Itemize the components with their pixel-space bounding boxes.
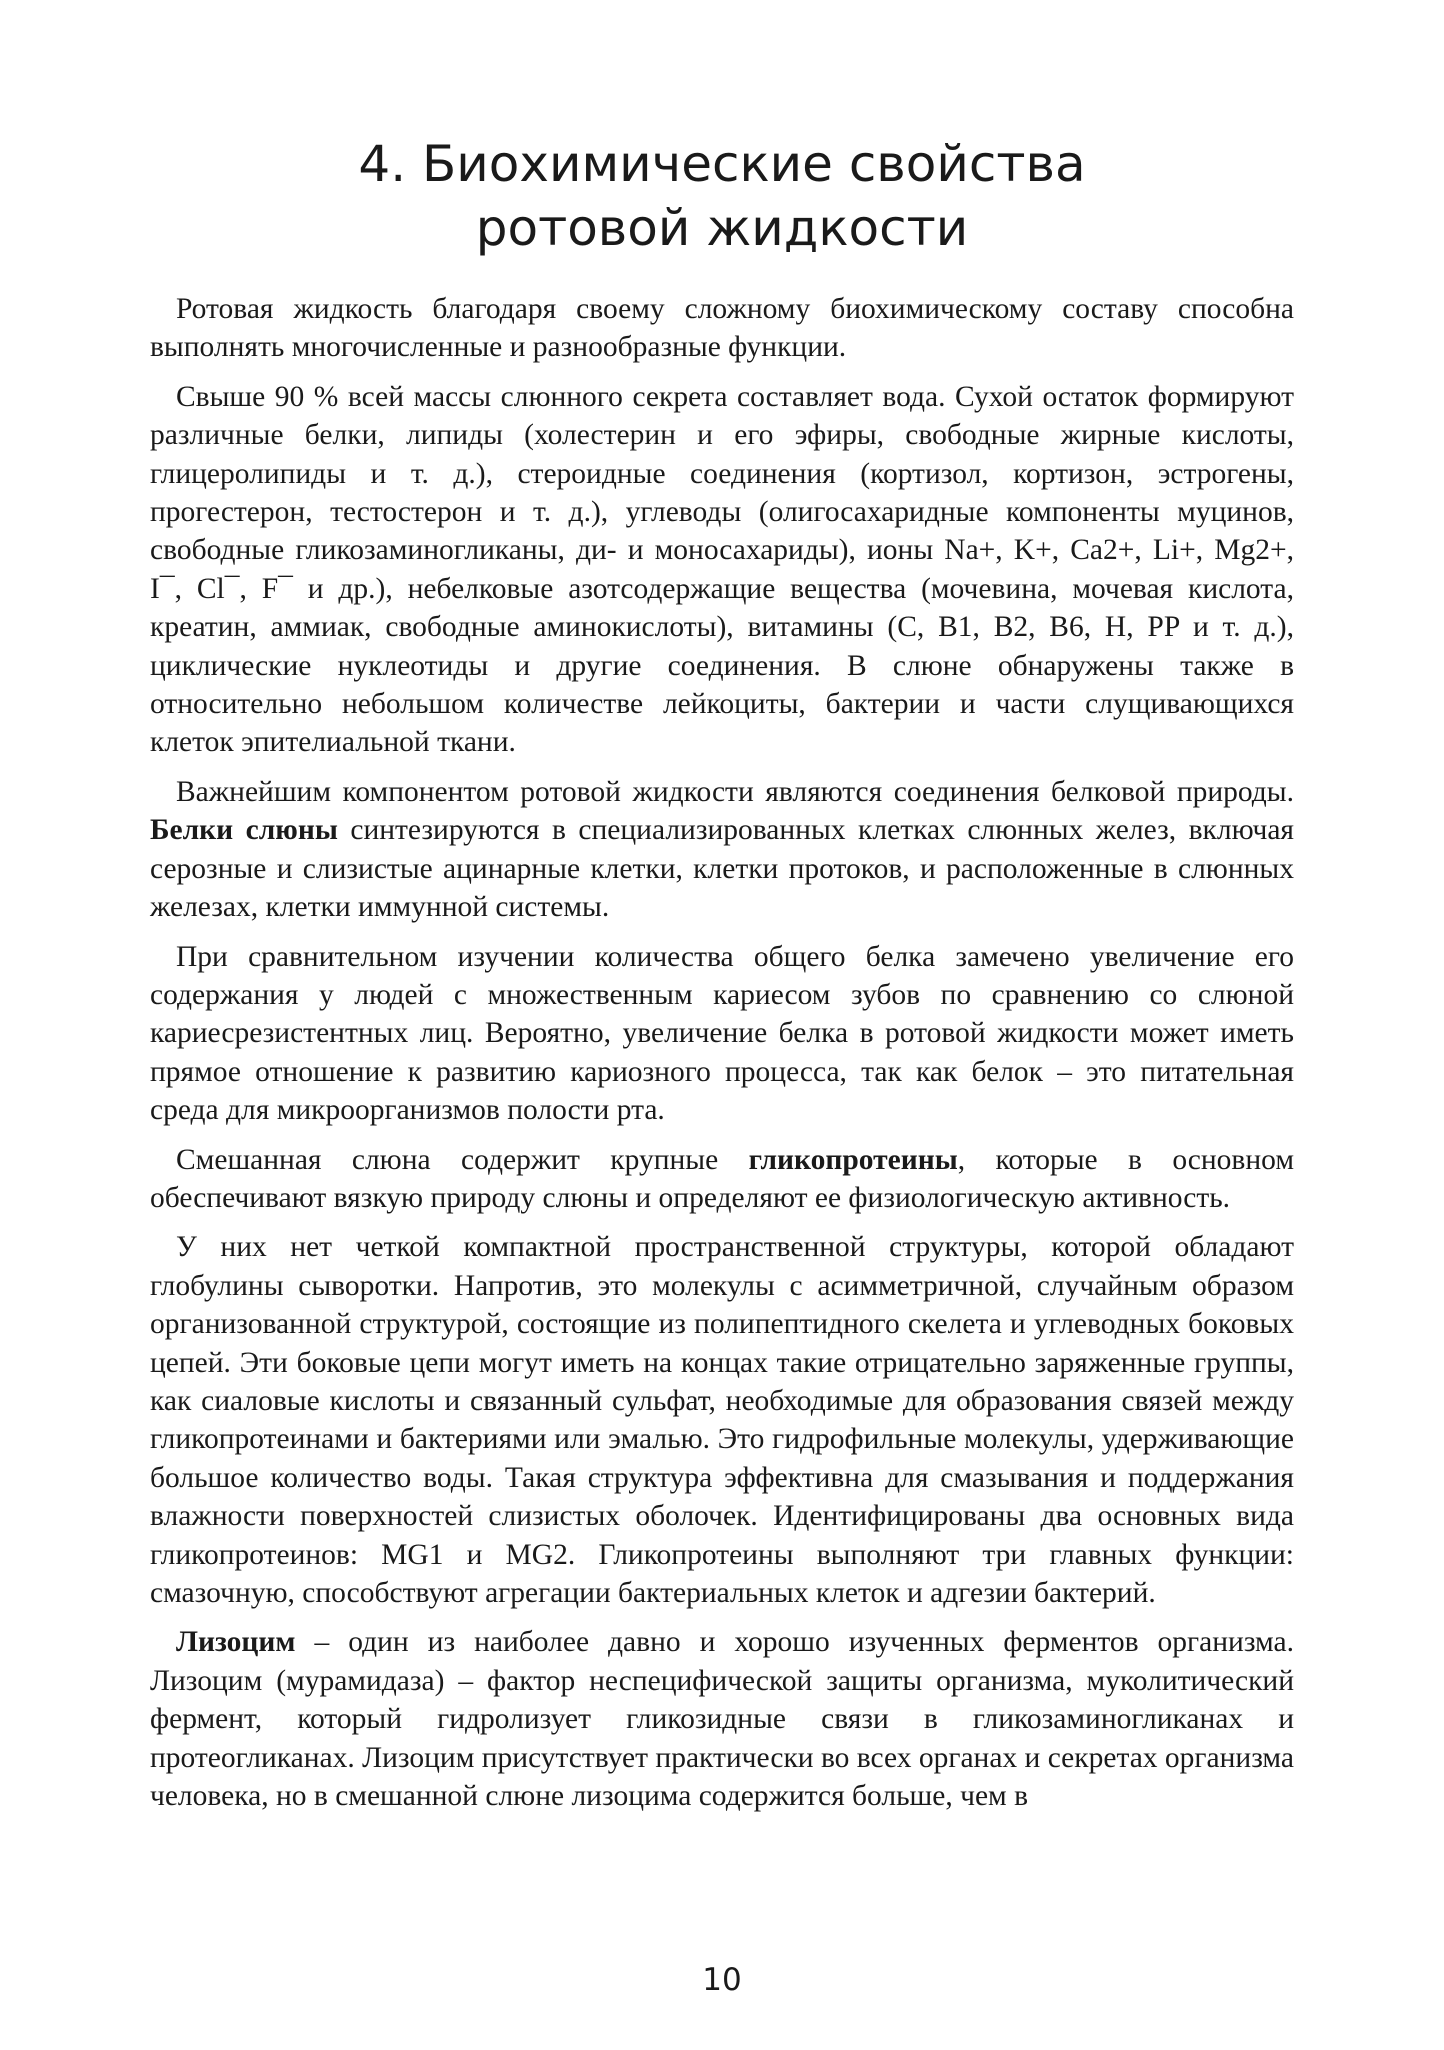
chapter-heading bbox=[150, 132, 1294, 260]
term-lysozyme: Лизоцим bbox=[176, 1626, 296, 1659]
chapter-heading-line-2: ротовой жидкости bbox=[475, 199, 969, 257]
page-number: 10 bbox=[702, 1962, 742, 1998]
paragraph-5-end: , которые в основном обеспечивают вязкую природу слюны и определяют ее физиологическую активность. bbox=[150, 1143, 1295, 1214]
paragraph-6: У них нет четкой компактной пространственной структуры, которой обладают глобулины сыворотки. Напротив, это молекулы с асимметричной, случайным образом организованной структурой, состоящие из полипептидного скелета и углеводных боковых цепей. Эти боковые цепи могут иметь на концах такие отрицательно заряженные группы, как сиаловые кислоты и связанный сульфат, необходимые для образования связей между гликопротеинами и бактериями или эмалью. Это гидрофильные молекулы, удерживающие большое количество воды. Такая структура эффективна для смазывания и поддержания влажности поверхностей слизистых оболочек. Идентифицированы два основных вида гликопротеинов: MG1 и MG2. Гликопротеины выполняют три главных функции: смазочную, способствуют агрегации бактериальных клеток и адгезии бактерий. bbox=[150, 1231, 1294, 1609]
paragraph-7 bbox=[150, 1623, 1294, 1815]
paragraph-3-start: Важнейшим компонентом ротовой жидкости являются соединения белковой природы. bbox=[176, 775, 1294, 808]
term-saliva-proteins: Белки слюны bbox=[150, 814, 338, 847]
chapter-heading-line-1: 4. Биохимические свойства bbox=[358, 135, 1086, 193]
paragraph-5 bbox=[150, 1141, 1294, 1218]
paragraph-7-end: – один из наиболее давно и хорошо изученных ферментов организма. Лизоцим (мурамидаза) – фактор неспецифической защиты организма, муколитический фермент, который гидролизует гликозидные связи в гликозаминогликанах и протеогликанах. Лизоцим присутствует практически во всех органах и секретах организма человека, но в смешанной слюне лизоцима содержится больше, чем в bbox=[150, 1626, 1294, 1813]
term-glycoproteins: гликопротеины bbox=[748, 1143, 958, 1176]
paragraph-1: Ротовая жидкость благодаря своему сложному биохимическому составу способна выполнять многочисленные и разнообразные функции. bbox=[150, 293, 1294, 364]
paragraph-5-start: Смешанная слюна содержит крупные bbox=[176, 1143, 749, 1176]
body-text bbox=[150, 290, 1294, 1826]
paragraph-3-end: синтезируются в специализированных клетках слюнных желез, включая серозные и слизистые ацинарные клетки, клетки протоков, и расположенные в слюнных железах, клетки иммунной системы. bbox=[150, 814, 1294, 924]
paragraph-4: При сравнительном изучении количества общего белка замечено увеличение его содержания у людей с множественным кариесом зубов по сравнению со слюной кариесрезистентных лиц. Вероятно, увеличение белка в ротовой жидкости может иметь прямое отношение к развитию кариозного процесса, так как белок – это питательная среда для микроорганизмов полости рта. bbox=[150, 940, 1294, 1127]
paragraph-2: Свыше 90 % всей массы слюнного секрета составляет вода. Сухой остаток формируют различные белки, липиды (холестерин и его эфиры, свободные жирные кислоты, глицеролипиды и т. д.), стероидные соединения (кортизол, кортизон, эстрогены, прогестерон, тестостерон и т. д.), углеводы (олигосахаридные компоненты муцинов, свободные гликозаминогликаны, ди- и моносахариды), ионы Na+, K+, Ca2+, Li+, Mg2+, I¯, Cl¯, F¯ и др.), небелковые азотсодержащие вещества (мочевина, мочевая кислота, креатин, аммиак, свободные аминокислоты), витамины (C, B1, B2, B6, H, PP и т. д.), циклические нуклеотиды и другие соединения. В слюне обнаружены также в относительно небольшом количестве лейкоциты, бактерии и части слущивающихся клеток эпителиальной ткани. bbox=[150, 380, 1294, 759]
paragraph-3 bbox=[150, 773, 1294, 927]
